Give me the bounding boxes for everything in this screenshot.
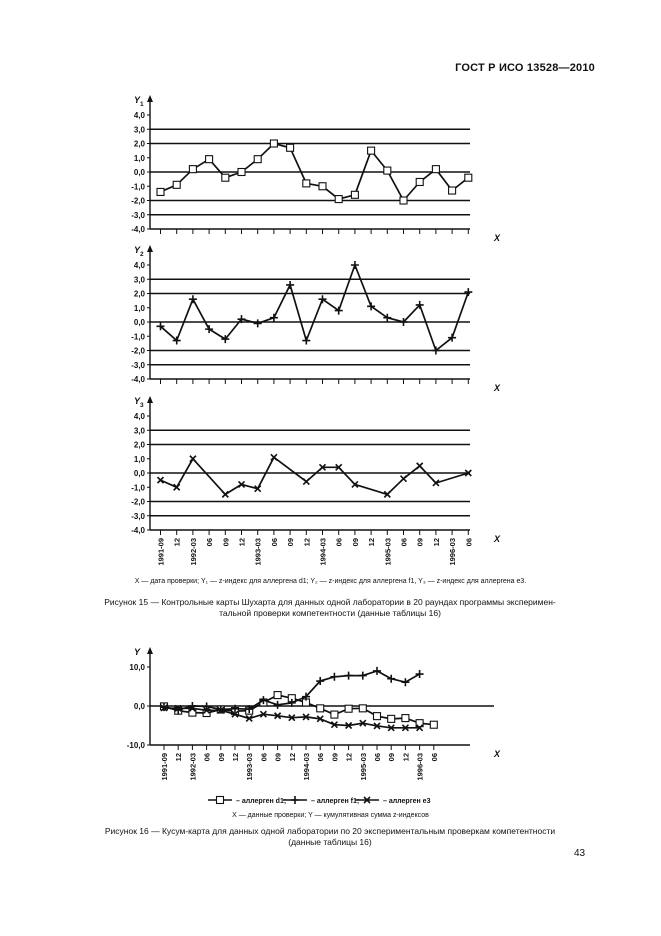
chart4-x-tick-label: 1992-03: [188, 753, 198, 781]
chart3-y-tick-label: 2,0: [133, 440, 145, 450]
chart4-x-tick-label: 09: [387, 753, 397, 762]
chart4-series-1-point: [359, 705, 366, 712]
chart3-x-tick-label: 12: [302, 538, 312, 547]
chart4-x-tick-label: 12: [344, 753, 354, 762]
chart3-series-1-point: [401, 476, 407, 482]
chart4-series-1-point: [345, 705, 352, 712]
chart4-series-2-point: [359, 672, 367, 680]
chart3-x-tick-label: 12: [367, 538, 377, 547]
chart1-series-1-point: [254, 156, 261, 163]
chart2-y-tick-label: 3,0: [133, 275, 145, 285]
legend-label-2: – аллерген f1;: [311, 798, 360, 805]
chart3-y-tick-label: 0,0: [133, 469, 145, 478]
chart3-x-tick-label: 12: [172, 538, 182, 547]
chart2-y-tick-label: 0,0: [133, 318, 145, 327]
chart4-series-2-point: [401, 678, 409, 686]
chart4-series-1-point: [402, 715, 409, 722]
chart4-x-tick-label: 12: [174, 753, 184, 762]
chart4-x-tick-label: 1993-03: [245, 753, 255, 781]
chart4-x-tick-label: 06: [373, 753, 382, 762]
chart3-x-tick-label: 09: [221, 538, 231, 547]
chart3-series-1-point: [303, 479, 309, 485]
chart3-y-tick-label: -3,0: [131, 511, 145, 521]
fig15-caption: [100, 597, 560, 619]
chart2-y-label-sub: 2: [140, 251, 144, 258]
chart2-y-label: Y: [134, 245, 141, 255]
chart3-x-tick-label: 1994-03: [318, 538, 328, 566]
chart1-series-1-point: [368, 147, 375, 154]
chart4-x-tick-label: 12: [287, 753, 297, 762]
fig16-caption-line1: Рисунок 16 — Кусум-карта для данных одной лаборатории по 20 экспериментальным проверкам компетентности: [104, 826, 556, 836]
chart2-series-1-point: [270, 314, 278, 322]
chart4-series-2-point: [330, 673, 338, 681]
chart1-y-tick-label: -2,0: [131, 196, 145, 206]
chart1-y-label-sub: 1: [140, 101, 144, 108]
chart1-series-1-point: [222, 174, 229, 181]
chart1-series-1-point: [400, 197, 407, 204]
chart4-series-2-point: [416, 670, 424, 678]
chart3-x-tick-label: 06: [334, 538, 344, 547]
chart3-x-tick-label: 06: [464, 538, 474, 547]
chart1-y-tick-label: -3,0: [131, 210, 145, 220]
y-axis-arrow: [147, 245, 153, 252]
chart3-series-1-point: [222, 491, 228, 497]
chart4-x-tick-label: 12: [401, 753, 411, 762]
chart2-series-1-point: [464, 288, 472, 296]
y-axis-arrow: [147, 396, 153, 403]
chart3-x-tick-label: 09: [415, 538, 425, 547]
chart4-x-tick-label: 1996-03: [415, 753, 425, 781]
chart1-series-1-point: [157, 188, 164, 195]
fig15-caption-line2: тальной проверки компетентности (данные таблицы 16): [219, 608, 441, 618]
chart2-series-1-point: [205, 325, 213, 333]
chart4-series-2-point: [373, 667, 381, 675]
fig15-legend: X — дата проверки; Y₁ — z-индекс для аллергена d1; Y₂ — z-индекс для аллергена f1, Y₃ — z-индекс для аллергена e3.: [134, 578, 527, 585]
chart3-x-tick-label: 1992-03: [188, 538, 198, 566]
chart1-series-1-point: [384, 167, 391, 174]
chart1-y-tick-label: 2,0: [133, 139, 145, 149]
chart4-series-1-point: [430, 721, 437, 728]
chart4-x-tick-label: 06: [259, 753, 269, 762]
chart3-x-tick-label: 1996-03: [448, 538, 458, 566]
y-axis-arrow: [147, 647, 153, 654]
chart4-x-tick-label: 09: [216, 753, 226, 762]
fig16-caption-line2: (данные таблицы 16): [288, 837, 372, 847]
chart4-x-tick-label: 09: [330, 753, 340, 762]
chart2-series-1-point: [286, 281, 294, 289]
chart1-y-tick-label: -1,0: [131, 182, 145, 192]
chart1-series-1-point: [416, 178, 423, 185]
chart1-series-1-point: [432, 166, 439, 173]
chart2-y-tick-label: -4,0: [131, 375, 145, 384]
page-number: 43: [574, 848, 586, 859]
chart3-x-tick-label: 09: [350, 538, 360, 547]
chart2-x-label: X: [494, 383, 501, 393]
chart1-series-1-point: [173, 181, 180, 188]
chart4-series-2-point: [387, 675, 395, 683]
y-axis-arrow: [147, 95, 153, 102]
chart1-series-1-point: [303, 180, 310, 187]
chart2-series-1-line: [161, 265, 469, 351]
chart1-y-tick-label: -4,0: [131, 225, 145, 234]
chart4-x-tick-label: 09: [273, 753, 283, 762]
chart1-y-tick-label: 1,0: [133, 153, 145, 163]
chart1-series-1-point: [465, 174, 472, 181]
chart4-y-tick-label: 10,0: [129, 663, 145, 672]
chart4-series-1-point: [388, 715, 395, 722]
legend-label-3: – аллерген e3: [383, 798, 431, 805]
chart3-series-1-point: [417, 463, 423, 469]
chart4-y-tick-label: 0,0: [133, 702, 145, 711]
chart3-x-tick-label: 09: [286, 538, 296, 547]
chart3-x-tick-label: 12: [431, 538, 441, 547]
chart1-series-1-point: [335, 196, 342, 203]
chart1-series-1-point: [270, 140, 277, 147]
chart1-series-1-point: [287, 144, 294, 151]
fig16-legend: X — данные проверки; Y — кумулятивная сумма z-индексов: [232, 812, 429, 819]
chart4-x-tick-label: 06: [429, 753, 439, 762]
chart1-series-1-point: [351, 191, 358, 198]
chart1-series-1-point: [238, 169, 245, 176]
chart4-x-label: X: [494, 749, 501, 759]
chart4-series-1-point: [331, 711, 338, 718]
chart3-y-label: Y: [134, 396, 141, 406]
chart2-series-1-point: [302, 337, 310, 345]
chart4-x-tick-label: 1995-03: [358, 753, 368, 781]
chart3-y-tick-label: 4,0: [133, 412, 145, 421]
chart2-series-1-point: [189, 295, 197, 303]
chart3-y-tick-label: -1,0: [131, 483, 145, 493]
chart4-series-1-point: [374, 713, 381, 720]
chart1-y-label: Y: [134, 95, 141, 105]
chart3-y-tick-label: -2,0: [131, 497, 145, 507]
chart2-y-tick-label: 1,0: [133, 303, 145, 313]
chart2-series-1-point: [254, 319, 262, 327]
chart4-series-2-point: [274, 701, 282, 709]
chart1-x-label: X: [494, 233, 501, 243]
chart3-series-1-point: [271, 454, 277, 460]
chart1-series-1-point: [189, 166, 196, 173]
chart1-y-tick-label: 4,0: [133, 111, 145, 120]
fig16-caption: [90, 826, 570, 848]
chart3-y-tick-label: -4,0: [131, 526, 145, 535]
chart2-y-tick-label: -1,0: [131, 332, 145, 342]
chart4-series-2-point: [345, 672, 353, 680]
chart2-y-tick-label: -3,0: [131, 360, 145, 370]
legend-marker-1: [217, 797, 224, 804]
chart1-series-1-point: [319, 183, 326, 190]
legend-marker-2: [291, 796, 299, 804]
chart4-x-tick-label: 12: [231, 753, 240, 762]
chart3-y-tick-label: 3,0: [133, 426, 145, 436]
chart3-y-tick-label: 1,0: [133, 454, 145, 464]
legend-label-1: – аллерген d1;: [236, 798, 287, 805]
chart1-series-1-point: [449, 187, 456, 194]
chart3-x-tick-label: 06: [205, 538, 215, 547]
chart1-y-tick-label: 0,0: [133, 168, 145, 177]
chart4-series-1-point: [274, 692, 281, 699]
chart2-series-1-point: [351, 261, 359, 269]
chart2-y-tick-label: 2,0: [133, 289, 145, 299]
chart1-y-tick-label: 3,0: [133, 125, 145, 135]
chart3-x-tick-label: 06: [269, 538, 279, 547]
chart4-x-tick-label: 1994-03: [302, 753, 311, 781]
chart2-y-tick-label: -2,0: [131, 346, 145, 356]
chart4-x-tick-label: 06: [202, 753, 212, 762]
chart2-y-tick-label: 4,0: [133, 261, 145, 270]
chart3-x-tick-label: 1995-03: [383, 538, 393, 566]
chart4-x-tick-label: 1991-09: [160, 753, 169, 781]
chart3-y-label-sub: 3: [140, 402, 144, 409]
chart3-x-tick-label: 1991-09: [156, 538, 166, 566]
chart3-x-tick-label: 06: [399, 538, 409, 547]
chart3-x-label: X: [494, 534, 501, 544]
chart3-x-tick-label: 12: [237, 538, 247, 547]
chart1-series-1-point: [206, 156, 213, 163]
chart4-y-label: Y: [134, 647, 141, 657]
chart3-series-1-point: [190, 456, 196, 462]
fig15-caption-line1: Рисунок 15 — Контрольные карты Шухарта для данных одной лаборатории в 20 раундах программы эксперимен-: [104, 597, 556, 607]
chart4-y-tick-label: -10,0: [126, 741, 145, 750]
chart4-series-1-point: [317, 705, 324, 712]
chart3-x-tick-label: 1993-03: [253, 538, 263, 566]
chart4-x-tick-label: 06: [316, 753, 326, 762]
page-header: ГОСТ Р ИСО 13528—2010: [455, 62, 595, 74]
